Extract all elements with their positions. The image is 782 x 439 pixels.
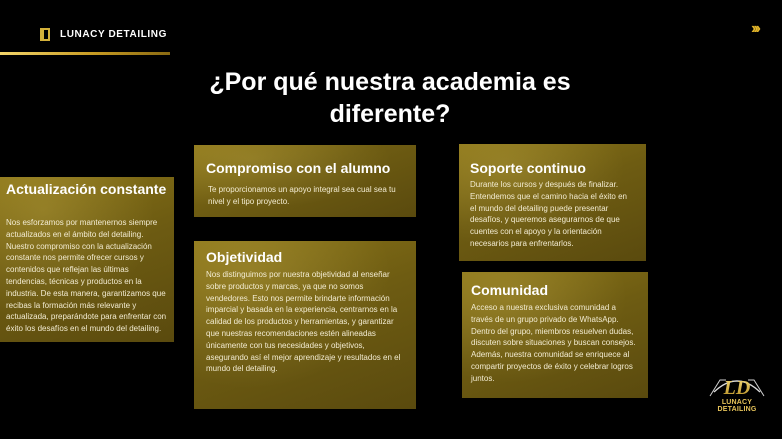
card-text: Durante los cursos y después de finalizar. Entendemos que el camino hacia el éxito en el mundo del detailing puede presentar desafíos, y queremos asegurarnos de que cuentes con el apoyo y la orientación necesarios para enfrentarlos. bbox=[470, 180, 627, 248]
card-text: Acceso a nuestra exclusiva comunidad a través de un grupo privado de WhatsApp. Dentro del grupo, miembros resuelven dudas, discuten sobre situaciones y buscan consejos. Además, nuestra comunidad se enriquece al compartir proyectos de éxito y celebrar logros juntos. bbox=[471, 303, 636, 383]
brand-header bbox=[40, 28, 167, 41]
card-comunidad bbox=[462, 272, 648, 398]
card-objetividad bbox=[194, 241, 416, 409]
card-compromiso-con-el-alumno bbox=[194, 145, 416, 217]
card-actualizacion-constante bbox=[0, 177, 174, 342]
card-title: Comunidad bbox=[471, 282, 548, 298]
chevrons-right-icon: ››› bbox=[751, 20, 758, 37]
card-text: Te proporcionamos un apoyo integral sea cual sea tu nivel y el tipo proyecto. bbox=[208, 185, 396, 206]
card-soporte-continuo bbox=[459, 144, 646, 261]
card-text: Nos distinguimos por nuestra objetividad al enseñar sobre productos y marcas, ya que no somos vendedores. Esto nos permite brindarte información imparcial y basada en la experiencia, centrarnos en la calidad de los productos y herramientas, y garantizar que nuestras recomendaciones estén alineadas únicamente con tus necesidades y objetivos, asegurando así el mejor aprendizaje y resultados en el mundo del detailing. bbox=[206, 270, 401, 374]
card-title: Objetividad bbox=[206, 249, 283, 265]
card-title: Soporte continuo bbox=[470, 160, 586, 176]
lunacy-detailing-logo bbox=[700, 372, 774, 424]
card-title: Actualización constante bbox=[6, 181, 167, 197]
book-icon bbox=[40, 28, 50, 41]
logo-monogram: LD bbox=[723, 377, 751, 399]
brand-name: LUNACY DETAILING bbox=[60, 29, 168, 40]
page-title: ¿Por qué nuestra academia es diferente? bbox=[209, 68, 571, 128]
logo-text: LUNACY DETAILING bbox=[717, 399, 757, 413]
card-title: Compromiso con el alumno bbox=[206, 160, 391, 176]
card-text: Nos esforzamos por mantenernos siempre actualizados en el ámbito del detailing. Nuestro compromiso con la actualización constante nos permite ofrecer cursos y contenidos que reflejan las últimas tendencias, técnicas y productos en la industria. De esta manera, garantizamos que recibas la formación más relevante y actualizada, preparándote para enfrentar con éxito los desafíos en el mundo del detailing. bbox=[6, 218, 167, 334]
gold-divider bbox=[0, 52, 170, 55]
